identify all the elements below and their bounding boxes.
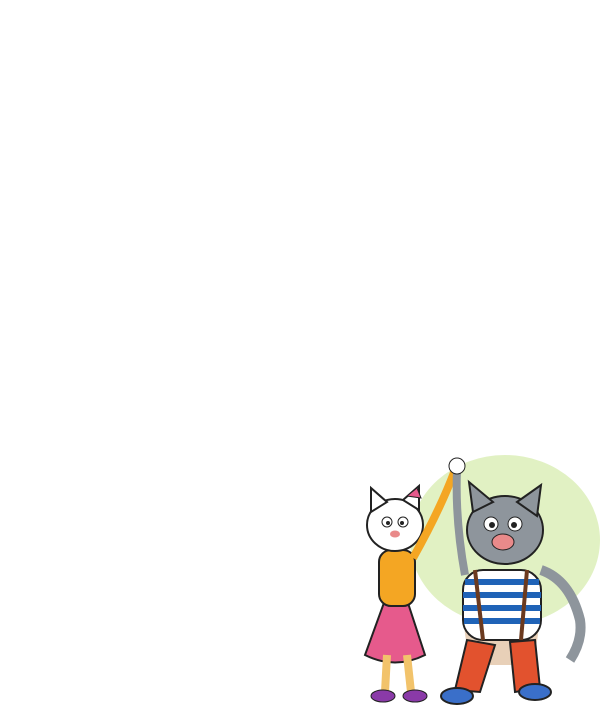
dancing-cats-illustration — [345, 430, 600, 715]
